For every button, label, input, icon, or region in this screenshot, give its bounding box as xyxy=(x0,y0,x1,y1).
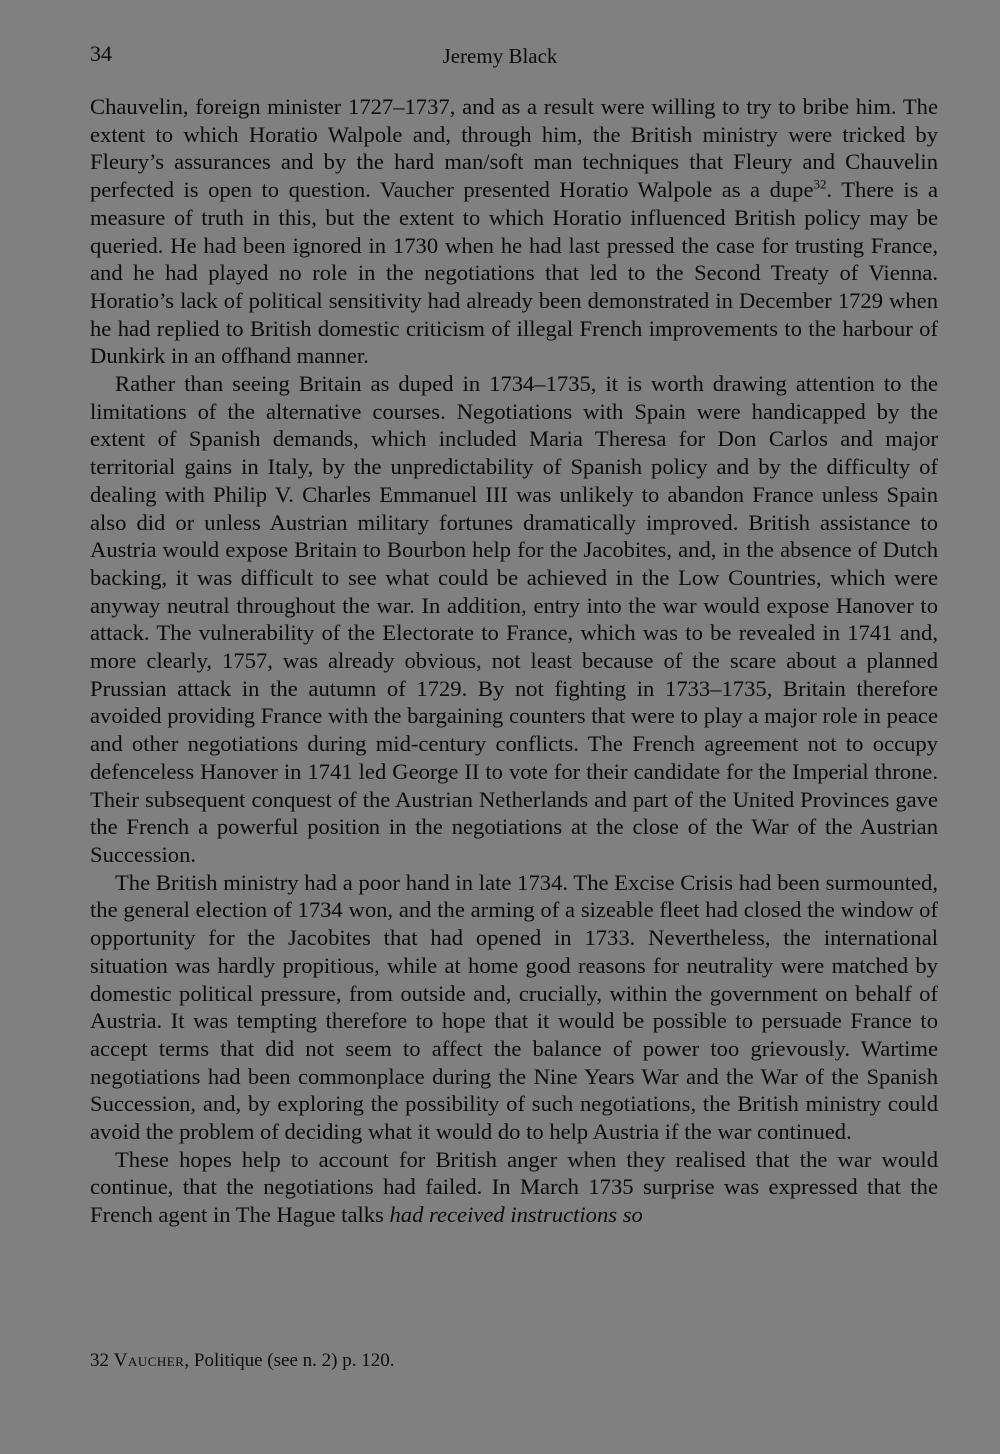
footnote xyxy=(90,1349,938,1373)
footnote-author: Vaucher xyxy=(113,1350,185,1371)
paragraph-4 xyxy=(90,1146,938,1229)
page-number: 34 xyxy=(90,41,112,66)
running-head: Jeremy Black xyxy=(442,44,558,68)
paragraph-1-text: Chauvelin, foreign minister 1727–1737, and as a result were willing to try to bribe him. The extent to which Horatio Walpole and, through him, the British ministry were tricked by Fleury’s assurances and by the hard man/soft man techniques that Fleury and Chauvelin perfected is open to question. Vaucher presented Horatio Walpole as a dupe xyxy=(90,94,938,203)
footnote-number: 32 xyxy=(90,1350,109,1371)
paragraph-2: Rather than seeing Britain as duped in 1734–1735, it is worth drawing attention to the limitations of the alternative courses. Negotiations with Spain were handicapped by the extent of Spanish demands, which included Maria Theresa for Don Carlos and major territorial gains in Italy, by the unpredictability of Spanish policy and by the difficulty of dealing with Philip V. Charles Emmanuel III was unlikely to abandon France unless Spain also did or unless Austrian military fortunes dramatically improved. British assistance to Austria would expose Britain to Bourbon help for the Jacobites, and, in the absence of Dutch backing, it was difficult to see what could be achieved in the Low Countries, which were anyway neutral throughout the war. In addition, entry into the war would expose Hanover to attack. The vulnerability of the Electorate to France, which was to be revealed in 1741 and, more clearly, 1757, was already obvious, not least because of the scare about a planned Prussian attack in the autumn of 1729. By not fighting in 1733–1735, Britain therefore avoided providing France with the bargaining counters that were to play a major role in peace and other negotiations during mid-century conflicts. The French agreement not to occupy defenceless Hanover in 1741 led George II to vote for their candidate for the Imperial throne. Their subsequent conquest of the Austrian Netherlands and part of the United Provinces gave the French a powerful position in the negotiations at the close of the War of the Austrian Succession. xyxy=(90,371,938,867)
footnote-citation: , Politique (see n. 2) p. 120. xyxy=(184,1350,395,1371)
paragraph-3: The British ministry had a poor hand in late 1734. The Excise Crisis had been surmounted, the general election of 1734 won, and the arming of a sizeable fleet had closed the window of opportunity for the Jacobites that had opened in 1733. Nevertheless, the international situation was hardly propitious, while at home good reasons for neutrality were matched by domestic political pressure, from outside and, crucially, within the government on behalf of Austria. It was tempting therefore to hope that it would be possible to persuade France to accept terms that did not seem to affect the balance of power too grievously. Wartime negotiations had been commonplace during the Nine Years War and the War of the Spanish Succession, and, by exploring the possibility of such negotiations, the British ministry could avoid the problem of deciding what it would do to help Austria if the war continued. xyxy=(90,869,938,1145)
italic-quotation: had received instructions so xyxy=(389,1202,643,1228)
body-text xyxy=(90,93,938,1229)
paragraph-4-text: These hopes help to account for British anger when they realised that the war would continue, that the negotiations had failed. In March 1735 surprise was expressed that the French agent in The Hague talks xyxy=(90,1146,938,1228)
paragraph-1-text-continued: . There is a measure of truth in this, but the extent to which Horatio influenced British policy may be queried. He had been ignored in 1730 when he had last pressed the case for trusting France, and he had played no role in the negotiations that led to the Second Treaty of Vienna. Horatio’s lack of political sensitivity had already been demonstrated in December 1729 when he had replied to British domestic criticism of illegal French improvements to the harbour of Dunkirk in an offhand manner. xyxy=(90,177,938,369)
footnote-reference: 32 xyxy=(813,176,827,192)
paragraph-1 xyxy=(90,93,938,370)
